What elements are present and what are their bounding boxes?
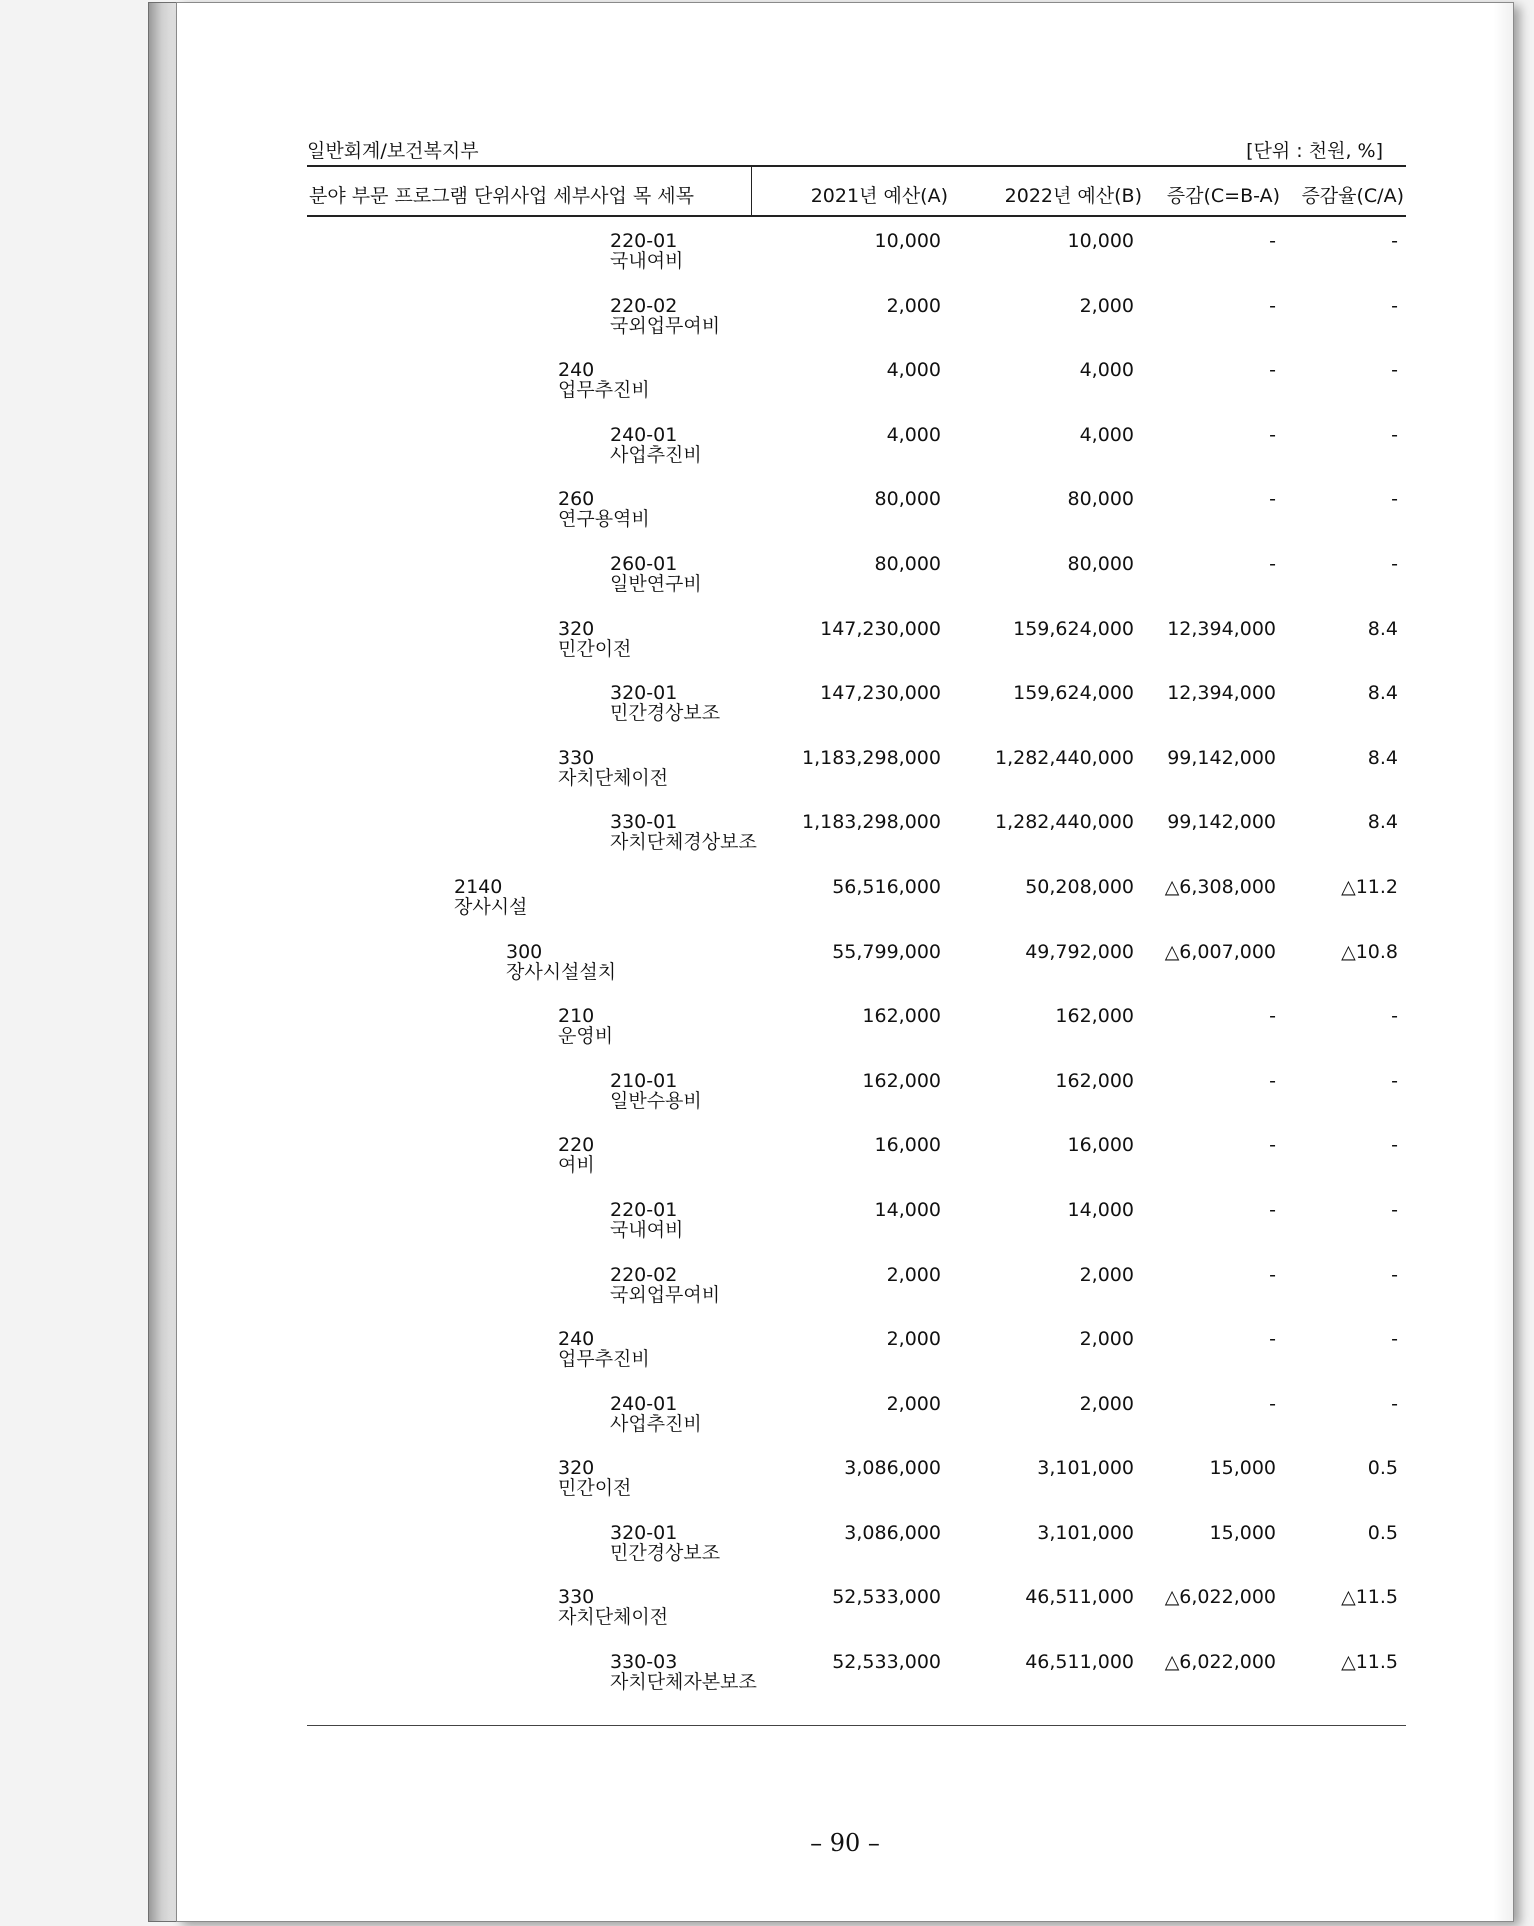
value-rate: △10.8 xyxy=(1341,940,1398,963)
value-rate: - xyxy=(1391,488,1398,511)
value-2021: 16,000 xyxy=(874,1134,941,1157)
table-row xyxy=(307,938,1406,1003)
value-change: 15,000 xyxy=(1209,1457,1276,1480)
value-rate: 8.4 xyxy=(1367,811,1398,834)
value-2022: 3,101,000 xyxy=(1037,1521,1134,1544)
row-code-cell xyxy=(610,554,702,594)
value-2021: 162,000 xyxy=(862,1069,941,1092)
value-change: - xyxy=(1269,230,1276,252)
row-code: 220-01 xyxy=(610,230,678,252)
value-2022: 80,000 xyxy=(1067,552,1134,575)
row-code-cell xyxy=(610,1652,757,1692)
value-2022: 14,000 xyxy=(1067,1198,1134,1221)
value-change: - xyxy=(1269,1263,1276,1286)
row-code: 320 xyxy=(558,1457,595,1480)
value-2022: 162,000 xyxy=(1055,1069,1134,1092)
row-code-cell xyxy=(558,1458,631,1498)
value-change: - xyxy=(1269,1005,1276,1028)
value-rate: △11.5 xyxy=(1341,1651,1398,1674)
value-change: - xyxy=(1269,359,1276,382)
value-change: 12,394,000 xyxy=(1167,682,1276,705)
value-rate: 8.4 xyxy=(1367,617,1398,640)
unit-label: [단위 : 천원, %] xyxy=(1246,140,1383,162)
account-title: 일반회계/보건복지부 xyxy=(307,140,479,162)
value-change: - xyxy=(1269,294,1276,317)
value-change: 99,142,000 xyxy=(1167,746,1276,769)
value-change: 12,394,000 xyxy=(1167,617,1276,640)
value-change: - xyxy=(1269,423,1276,446)
value-2022: 16,000 xyxy=(1067,1134,1134,1157)
value-2021: 56,516,000 xyxy=(832,875,941,898)
value-2021: 52,533,000 xyxy=(832,1586,941,1609)
table-row xyxy=(307,292,1406,357)
table-row xyxy=(307,1454,1406,1519)
row-item-name: 민간이전 xyxy=(558,637,632,660)
value-change: - xyxy=(1269,1198,1276,1221)
row-code-cell xyxy=(610,1200,683,1240)
row-code: 240-01 xyxy=(610,1392,678,1415)
table-row xyxy=(307,227,1406,292)
row-item-name: 국외업무여비 xyxy=(610,314,721,337)
value-2021: 80,000 xyxy=(874,488,941,511)
value-2022: 49,792,000 xyxy=(1025,940,1134,963)
table-row xyxy=(307,615,1406,680)
row-item-name: 업무추진비 xyxy=(558,1348,650,1371)
table-row xyxy=(307,421,1406,486)
value-rate: △11.2 xyxy=(1341,875,1398,898)
col-header-rate: 증감율(C/A) xyxy=(1301,185,1404,207)
row-code-cell xyxy=(558,619,631,659)
value-2022: 159,624,000 xyxy=(1013,682,1134,705)
page-shadow xyxy=(1493,3,1513,1921)
row-code: 320-01 xyxy=(610,682,678,705)
value-2022: 46,511,000 xyxy=(1025,1651,1134,1674)
col-header-change: 증감(C=B-A) xyxy=(1166,185,1280,207)
row-item-name: 민간경상보조 xyxy=(610,702,721,725)
row-code-cell xyxy=(558,1587,668,1627)
row-item-name: 장사시설설치 xyxy=(506,960,617,983)
table-row xyxy=(307,808,1406,873)
value-rate: - xyxy=(1391,552,1398,575)
value-2022: 46,511,000 xyxy=(1025,1586,1134,1609)
row-item-name: 일반수용비 xyxy=(610,1089,702,1112)
table-row xyxy=(307,1519,1406,1584)
row-code: 220-02 xyxy=(610,294,678,317)
value-rate: - xyxy=(1391,1263,1398,1286)
value-rate: △11.5 xyxy=(1341,1586,1398,1609)
value-2022: 2,000 xyxy=(1079,1263,1134,1286)
table-row xyxy=(307,1325,1406,1390)
row-item-name: 국내여비 xyxy=(610,1218,684,1241)
row-item-name: 민간경상보조 xyxy=(610,1541,721,1564)
table-row xyxy=(307,1648,1406,1713)
value-rate: - xyxy=(1391,1134,1398,1157)
row-item-name: 장사시설 xyxy=(454,895,528,918)
row-item-name: 업무추진비 xyxy=(558,379,650,402)
value-2021: 2,000 xyxy=(886,1328,941,1351)
value-2021: 1,183,298,000 xyxy=(801,746,941,769)
value-rate: - xyxy=(1391,423,1398,446)
value-change: - xyxy=(1269,1392,1276,1415)
table-row xyxy=(307,1196,1406,1261)
value-rate: - xyxy=(1391,1069,1398,1092)
value-2022: 2,000 xyxy=(1079,294,1134,317)
value-2022: 50,208,000 xyxy=(1025,875,1134,898)
row-item-name: 자치단체이전 xyxy=(558,1606,669,1629)
value-2022: 4,000 xyxy=(1079,423,1134,446)
row-code: 330 xyxy=(558,746,595,769)
value-2022: 1,282,440,000 xyxy=(994,746,1134,769)
value-2022: 162,000 xyxy=(1055,1005,1134,1028)
row-code-cell xyxy=(610,683,720,723)
table-row xyxy=(307,1131,1406,1196)
value-2022: 80,000 xyxy=(1067,488,1134,511)
table-row xyxy=(307,873,1406,938)
value-2021: 55,799,000 xyxy=(832,940,941,963)
value-2022: 2,000 xyxy=(1079,1328,1134,1351)
table-row xyxy=(307,485,1406,550)
value-rate: - xyxy=(1391,1198,1398,1221)
value-2021: 14,000 xyxy=(874,1198,941,1221)
row-code-cell xyxy=(558,360,650,400)
document-page xyxy=(176,2,1514,1922)
value-2021: 3,086,000 xyxy=(844,1521,941,1544)
value-change: - xyxy=(1269,488,1276,511)
value-rate: - xyxy=(1391,230,1398,252)
value-2021: 52,533,000 xyxy=(832,1651,941,1674)
value-2021: 10,000 xyxy=(874,230,941,252)
row-item-name: 국외업무여비 xyxy=(610,1283,721,1306)
value-rate: - xyxy=(1391,359,1398,382)
table-row xyxy=(307,1261,1406,1326)
row-item-name: 일반연구비 xyxy=(610,572,702,595)
row-code: 210-01 xyxy=(610,1069,678,1092)
value-change: - xyxy=(1269,1134,1276,1157)
row-item-name: 사업추진비 xyxy=(610,443,702,466)
row-code: 240-01 xyxy=(610,423,678,446)
value-2021: 2,000 xyxy=(886,1263,941,1286)
row-code-cell xyxy=(558,1329,650,1369)
value-rate: 0.5 xyxy=(1367,1457,1398,1480)
row-code: 330 xyxy=(558,1586,595,1609)
row-code-cell xyxy=(610,1071,702,1111)
row-code-cell xyxy=(610,1265,720,1305)
value-rate: - xyxy=(1391,1005,1398,1028)
row-code: 210 xyxy=(558,1005,595,1028)
book-spine-edge xyxy=(148,2,178,1922)
table-row xyxy=(307,550,1406,615)
row-item-name: 국내여비 xyxy=(610,250,684,272)
row-code: 330-01 xyxy=(610,811,678,834)
row-code-cell xyxy=(610,296,720,336)
value-change: 99,142,000 xyxy=(1167,811,1276,834)
row-code: 220 xyxy=(558,1134,595,1157)
value-2022: 3,101,000 xyxy=(1037,1457,1134,1480)
table-body xyxy=(307,217,1406,1713)
row-item-name: 자치단체이전 xyxy=(558,766,669,789)
value-2021: 147,230,000 xyxy=(820,617,941,640)
row-code-cell xyxy=(558,748,668,788)
value-2021: 162,000 xyxy=(862,1005,941,1028)
row-code-cell xyxy=(558,489,650,529)
row-code: 330-03 xyxy=(610,1651,678,1674)
row-code: 240 xyxy=(558,1328,595,1351)
value-change: 15,000 xyxy=(1209,1521,1276,1544)
value-rate: - xyxy=(1391,1392,1398,1415)
value-2021: 4,000 xyxy=(886,423,941,446)
col-header-2022: 2022년 예산(B) xyxy=(1004,185,1142,207)
value-change: △6,308,000 xyxy=(1164,875,1276,898)
value-rate: 0.5 xyxy=(1367,1521,1398,1544)
row-code-cell xyxy=(610,812,757,852)
value-2021: 147,230,000 xyxy=(820,682,941,705)
value-2021: 2,000 xyxy=(886,294,941,317)
value-rate: 8.4 xyxy=(1367,746,1398,769)
row-code-cell xyxy=(558,1006,613,1046)
value-2022: 1,282,440,000 xyxy=(994,811,1134,834)
row-code-cell xyxy=(506,942,616,982)
row-item-name: 자치단체자본보조 xyxy=(610,1671,757,1694)
row-code: 300 xyxy=(506,940,543,963)
row-code: 2140 xyxy=(454,875,503,898)
table-row xyxy=(307,1583,1406,1648)
row-item-name: 민간이전 xyxy=(558,1477,632,1500)
row-code: 220-01 xyxy=(610,1198,678,1221)
row-code: 260 xyxy=(558,488,595,511)
value-2021: 80,000 xyxy=(874,552,941,575)
table-header xyxy=(307,165,1406,217)
row-code: 320-01 xyxy=(610,1521,678,1544)
table-row xyxy=(307,1002,1406,1067)
row-code: 320 xyxy=(558,617,595,640)
row-item-name: 자치단체경상보조 xyxy=(610,831,757,854)
value-change: - xyxy=(1269,1069,1276,1092)
row-item-name: 연구용역비 xyxy=(558,508,650,531)
table-row xyxy=(307,679,1406,744)
table-row xyxy=(307,744,1406,809)
col-header-category: 분야 부문 프로그램 단위사업 세부사업 목 세목 xyxy=(309,185,694,207)
row-code-cell xyxy=(558,1135,595,1175)
value-change: △6,007,000 xyxy=(1164,940,1276,963)
row-code-cell xyxy=(610,425,702,465)
value-change: - xyxy=(1269,1328,1276,1351)
value-2022: 4,000 xyxy=(1079,359,1134,382)
value-change: △6,022,000 xyxy=(1164,1651,1276,1674)
value-2022: 10,000 xyxy=(1067,230,1134,252)
value-2021: 3,086,000 xyxy=(844,1457,941,1480)
row-code: 240 xyxy=(558,359,595,382)
row-code: 260-01 xyxy=(610,552,678,575)
row-code: 220-02 xyxy=(610,1263,678,1286)
table-row xyxy=(307,1390,1406,1455)
value-2021: 1,183,298,000 xyxy=(801,811,941,834)
value-rate: - xyxy=(1391,1328,1398,1351)
value-change: △6,022,000 xyxy=(1164,1586,1276,1609)
row-item-name: 운영비 xyxy=(558,1025,614,1048)
budget-table xyxy=(307,165,1406,1726)
value-2022: 159,624,000 xyxy=(1013,617,1134,640)
table-row xyxy=(307,1067,1406,1132)
row-item-name: 사업추진비 xyxy=(610,1412,702,1435)
col-header-2021: 2021년 예산(A) xyxy=(810,185,948,207)
value-2022: 2,000 xyxy=(1079,1392,1134,1415)
table-bottom-rule xyxy=(307,1725,1406,1726)
page-number: – 90 – xyxy=(810,1829,880,1857)
value-2021: 4,000 xyxy=(886,359,941,382)
row-code-cell xyxy=(610,1523,720,1563)
row-code-cell xyxy=(610,1394,702,1434)
row-item-name: 여비 xyxy=(558,1154,595,1177)
value-rate: 8.4 xyxy=(1367,682,1398,705)
table-row xyxy=(307,356,1406,421)
value-change: - xyxy=(1269,552,1276,575)
row-code-cell xyxy=(610,231,683,271)
value-2021: 2,000 xyxy=(886,1392,941,1415)
value-rate: - xyxy=(1391,294,1398,317)
header-divider xyxy=(751,167,752,215)
row-code-cell xyxy=(454,877,527,917)
